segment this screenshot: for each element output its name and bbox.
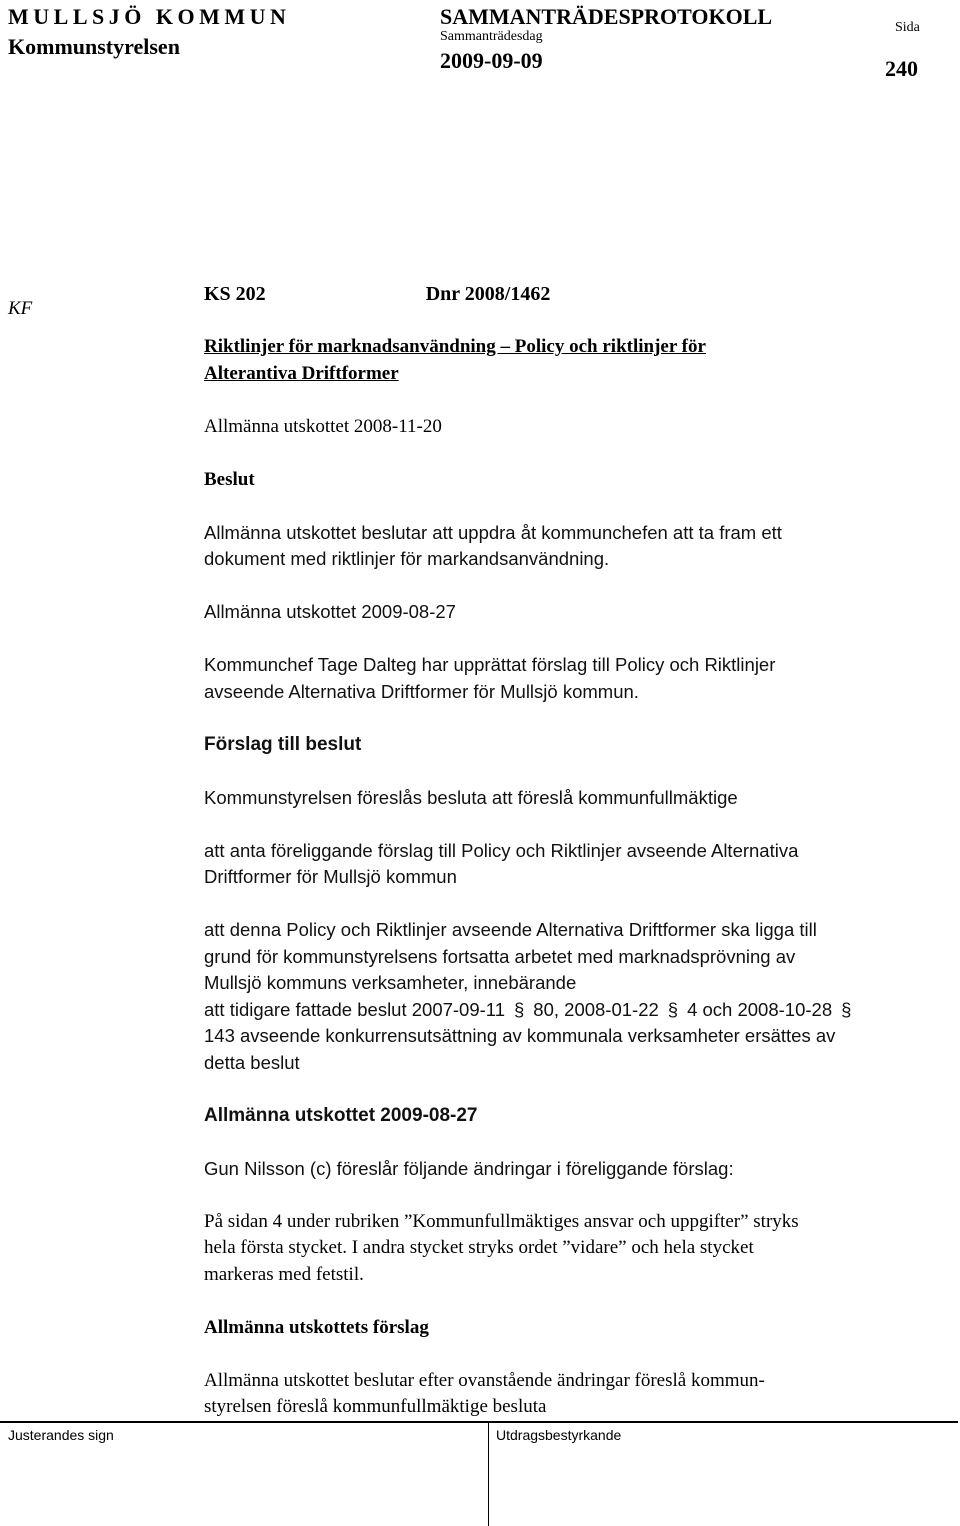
sida4-text-line-2: hela första stycket. I andra stycket stryks ordet ”vidare” och hela stycket [204,1237,754,1258]
att-clause-2-line-2: grund för kommunstyrelsens fortsatta arbetet med marknadsprövning av [204,945,796,967]
au-2009-heading-2: Allmänna utskottet 2009-08-27 [204,1104,478,1126]
forslag-heading: Förslag till beslut [204,733,362,755]
au-forslag-line-1: Allmänna utskottet beslutar efter ovanstående ändringar föreslå kommun- [204,1369,765,1391]
au-2009-heading-1: Allmänna utskottet 2009-08-27 [204,601,456,622]
paragraph-symbol: § [667,998,679,1020]
margin-note: KF [8,298,33,319]
au-2008-heading: Allmänna utskottet 2008-11-20 [204,415,442,437]
case-title-line-2: Alterantiva Driftformer [204,362,399,384]
att-clause-2-line-1: att denna Policy och Riktlinjer avseende Alternativa Driftformer ska ligga till [204,919,817,940]
dalteg-text-line-1: Kommunchef Tage Dalteg har upprättat förslag till Policy och Riktlinjer [204,654,776,675]
footer-divider [488,1421,489,1526]
sida4-text-line-1: På sidan 4 under rubriken ”Kommunfullmäktiges ansvar och uppgifter” stryks [204,1210,799,1232]
att-clause-3-line-1 [204,997,934,1024]
meeting-date: 2009-09-09 [440,48,543,73]
justerandes-sign-box: Justerandes sign [8,1427,114,1443]
protocol-section [204,281,934,1421]
paragraph-symbol: § [841,998,852,1020]
sida4-text-line-3: markeras med fetstil. [204,1263,364,1285]
att-clause-2-line-3: Mullsjö kommuns verksamheter, innebärande [204,972,577,993]
document-type: SAMMANTRÄDESPROTOKOLL [440,4,773,29]
paragraph-symbol: § [514,998,525,1020]
dalteg-text-line-2: avseende Alternativa Driftformer för Mullsjö kommun. [204,680,639,702]
beslut-text-line-2: dokument med riktlinjer för markandsanvändning. [204,548,610,569]
governing-body: Kommunstyrelsen [8,34,180,59]
municipality-name: MULLSJÖ KOMMUN [8,4,291,29]
beslut-heading: Beslut [204,468,255,490]
att-clause-1-line-2: Driftformer för Mullsjö kommun [204,866,457,887]
utdragsbestyrkande-box: Utdragsbestyrkande [496,1427,622,1443]
au-forslag-heading: Allmänna utskottets förslag [204,1316,429,1338]
att-clause-3-ref-1: 80, 2008-01-22 [533,998,659,1020]
meeting-date-label: Sammanträdesdag [440,29,543,44]
forslag-intro: Kommunstyrelsen föreslås besluta att föreslå kommunfullmäktige [204,786,738,808]
case-line [204,281,934,308]
page-label: Sida [895,20,920,35]
case-dnr: Dnr 2008/1462 [425,283,551,305]
beslut-text-line-1: Allmänna utskottet beslutar att uppdra åt kommunchefen att ta fram ett [204,521,782,543]
att-clause-3-line-3: detta beslut [204,1051,300,1073]
case-title-line-1: Riktlinjer för marknadsanvändning – Policy och riktlinjer för [204,336,706,357]
att-clause-1-line-1: att anta föreliggande förslag till Policy och Riktlinjer avseende Alternativa [204,839,799,861]
footer-rule [0,1421,958,1423]
page-number: 240 [885,56,918,81]
att-clause-3-ref-2: 4 och 2008-10-28 [687,998,833,1020]
au-forslag-line-2: styrelsen föreslå kommunfullmäktige besluta [204,1396,547,1417]
att-clause-3-line-2: 143 avseende konkurrensutsättning av kommunala verksamheter ersättes av [204,1025,836,1046]
case-number: KS 202 [204,283,266,305]
att-clause-3-part-1: att tidigare fattade beslut 2007-09-11 [204,998,506,1020]
nilsson-proposal: Gun Nilsson (c) föreslår följande ändringar i föreliggande förslag: [204,1157,734,1179]
